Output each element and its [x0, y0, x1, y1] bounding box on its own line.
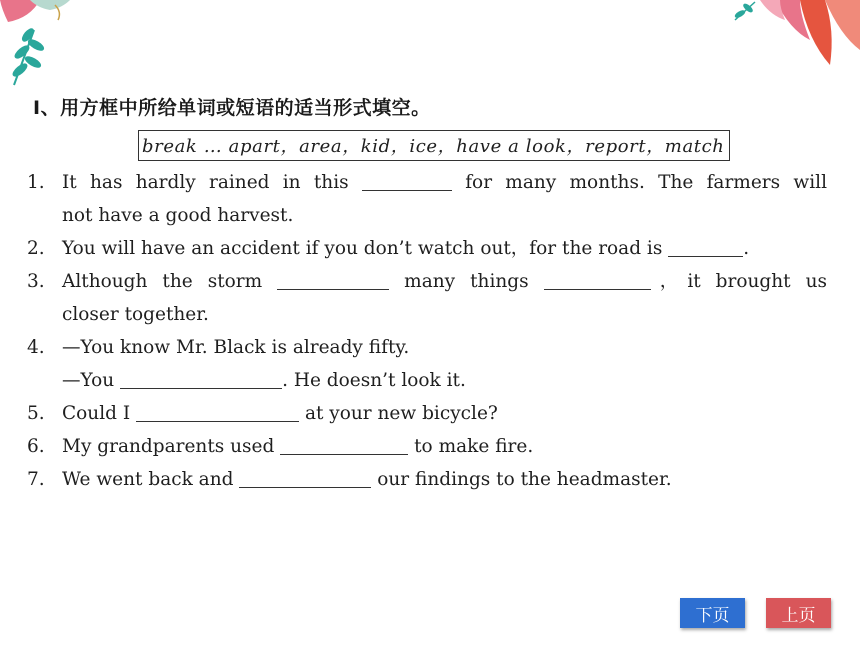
- leaf-decoration-top-right: [730, 0, 860, 70]
- question-text: our findings to the headmaster.: [377, 469, 672, 490]
- question-1: [27, 166, 827, 232]
- next-page-button[interactable]: 下页: [680, 598, 745, 628]
- question-3: [27, 265, 827, 331]
- word-bank-box: break … apart，area，kid，ice，have a look，report，match: [138, 130, 730, 161]
- question-number: 6.: [27, 436, 45, 457]
- answer-blank-3b[interactable]: [544, 269, 651, 290]
- question-text: .: [743, 238, 750, 259]
- question-2: [27, 232, 827, 265]
- question-number: 1.: [27, 172, 45, 193]
- question-number: 5.: [27, 403, 45, 424]
- question-4: [27, 331, 827, 397]
- question-text: Although the storm: [62, 271, 263, 292]
- question-text: ，it brought us: [650, 271, 828, 292]
- answer-blank-2[interactable]: [668, 236, 743, 257]
- leaf-decoration-top-left: [0, 0, 80, 95]
- question-text: at your new bicycle?: [304, 403, 498, 424]
- question-6: [27, 430, 827, 463]
- question-number: 3.: [27, 271, 45, 292]
- question-text: closer together.: [62, 304, 209, 325]
- question-7: [27, 463, 827, 496]
- question-text: —You know Mr. Black is already fifty.: [62, 337, 410, 358]
- answer-blank-4[interactable]: [120, 368, 282, 389]
- answer-blank-6[interactable]: [280, 434, 408, 455]
- question-text: not have a good harvest.: [62, 205, 294, 226]
- question-text: We went back and: [62, 469, 234, 490]
- question-text: Could I: [62, 403, 131, 424]
- question-text: to make fire.: [414, 436, 534, 457]
- question-text: . He doesn’t look it.: [282, 370, 466, 391]
- section-heading: Ⅰ、用方框中所给单词或短语的适当形式填空。: [33, 97, 431, 119]
- answer-blank-1[interactable]: [362, 170, 452, 191]
- answer-blank-3a[interactable]: [277, 269, 389, 290]
- question-text: You will have an accident if you don’t watch out，for the road is: [62, 238, 663, 259]
- question-text: It has hardly rained in this: [62, 172, 349, 193]
- question-number: 7.: [27, 469, 45, 490]
- question-text: —You: [62, 370, 115, 391]
- answer-blank-7[interactable]: [239, 467, 371, 488]
- answer-blank-5[interactable]: [136, 401, 299, 422]
- question-text: for many months. The farmers will: [465, 172, 827, 193]
- previous-page-button[interactable]: 上页: [766, 598, 831, 628]
- question-text: many things: [404, 271, 529, 292]
- question-number: 4.: [27, 337, 45, 358]
- question-text: My grandparents used: [62, 436, 275, 457]
- question-list: [27, 166, 827, 496]
- question-number: 2.: [27, 238, 45, 259]
- question-5: [27, 397, 827, 430]
